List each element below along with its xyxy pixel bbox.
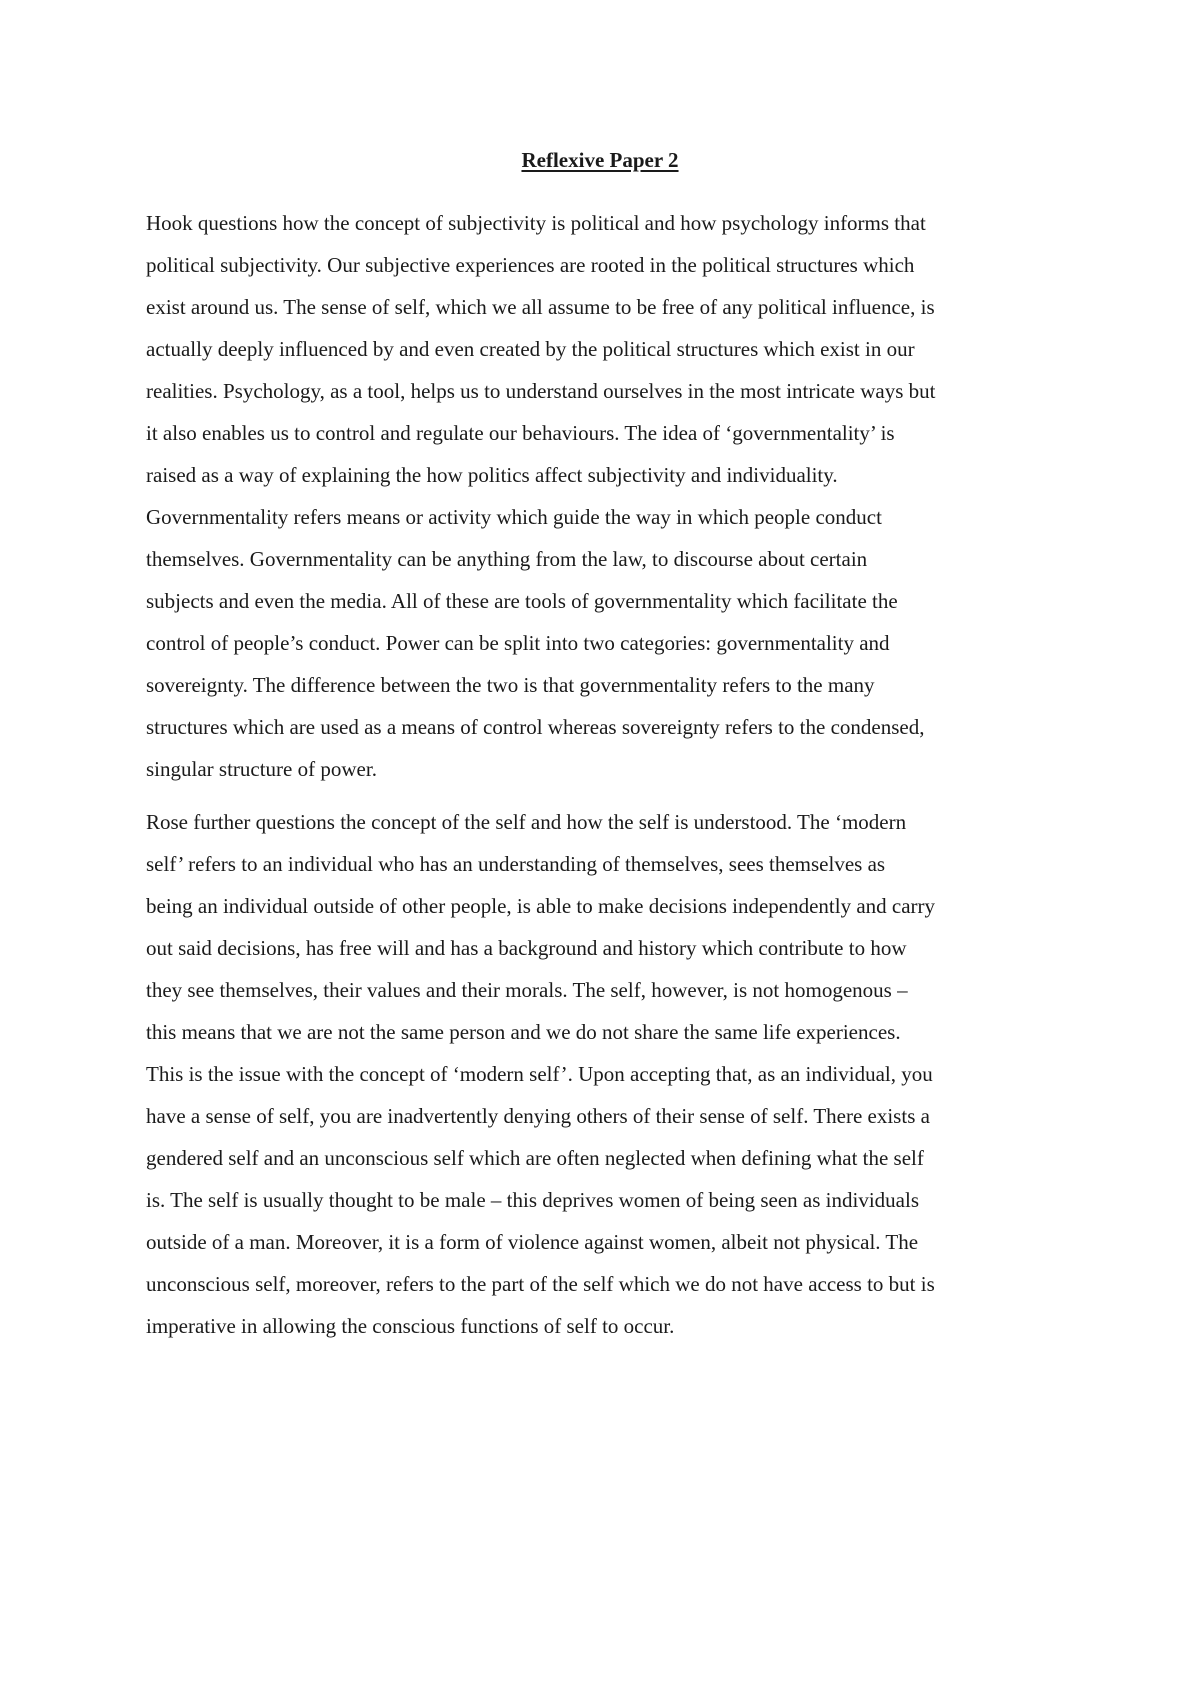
document-body — [146, 202, 1076, 1347]
text-line: singular structure of power. — [146, 757, 377, 781]
text-line: Hook questions how the concept of subjectivity is political and how psychology informs that — [146, 211, 926, 235]
text-line: it also enables us to control and regulate our behaviours. The idea of ‘governmentality’ is — [146, 421, 895, 445]
text-line: actually deeply influenced by and even created by the political structures which exist in our — [146, 337, 915, 361]
text-line: themselves. Governmentality can be anything from the law, to discourse about certain — [146, 547, 868, 571]
text-line: being an individual outside of other people, is able to make decisions independently and carry — [146, 894, 936, 918]
text-line: have a sense of self, you are inadvertently denying others of their sense of self. There exists a — [146, 1104, 930, 1128]
text-line: Governmentality refers means or activity which guide the way in which people conduct — [146, 505, 882, 529]
text-line: is. The self is usually thought to be male – this deprives women of being seen as individuals — [146, 1188, 919, 1212]
text-line: control of people’s conduct. Power can be split into two categories: governmentality and — [146, 631, 890, 655]
document-title: Reflexive Paper 2 — [521, 148, 679, 172]
text-line: realities. Psychology, as a tool, helps us to understand ourselves in the most intricate ways but — [146, 379, 936, 403]
text-line: they see themselves, their values and their morals. The self, however, is not homogenous – — [146, 978, 908, 1002]
text-line: political subjectivity. Our subjective experiences are rooted in the political structures which — [146, 253, 915, 277]
paragraph — [146, 202, 1076, 790]
text-line: sovereignty. The difference between the two is that governmentality refers to the many — [146, 673, 875, 697]
text-line: self’ refers to an individual who has an understanding of themselves, sees themselves as — [146, 852, 886, 876]
text-line: gendered self and an unconscious self which are often neglected when defining what the self — [146, 1146, 924, 1170]
text-line: outside of a man. Moreover, it is a form of violence against women, albeit not physical. The — [146, 1230, 919, 1254]
text-line: subjects and even the media. All of these are tools of governmentality which facilitate the — [146, 589, 898, 613]
text-line: Rose further questions the concept of the self and how the self is understood. The ‘modern — [146, 810, 907, 834]
paragraph — [146, 801, 1076, 1347]
text-line: this means that we are not the same person and we do not share the same life experiences. — [146, 1020, 901, 1044]
text-line: out said decisions, has free will and has a background and history which contribute to how — [146, 936, 907, 960]
text-line: exist around us. The sense of self, which we all assume to be free of any political influence, is — [146, 295, 935, 319]
text-line: structures which are used as a means of control whereas sovereignty refers to the condensed, — [146, 715, 925, 739]
text-line: raised as a way of explaining the how politics affect subjectivity and individuality. — [146, 463, 838, 487]
text-line: imperative in allowing the conscious functions of self to occur. — [146, 1314, 675, 1338]
text-line: unconscious self, moreover, refers to the part of the self which we do not have access to but is — [146, 1272, 935, 1296]
text-line: This is the issue with the concept of ‘modern self’. Upon accepting that, as an individual, you — [146, 1062, 933, 1086]
